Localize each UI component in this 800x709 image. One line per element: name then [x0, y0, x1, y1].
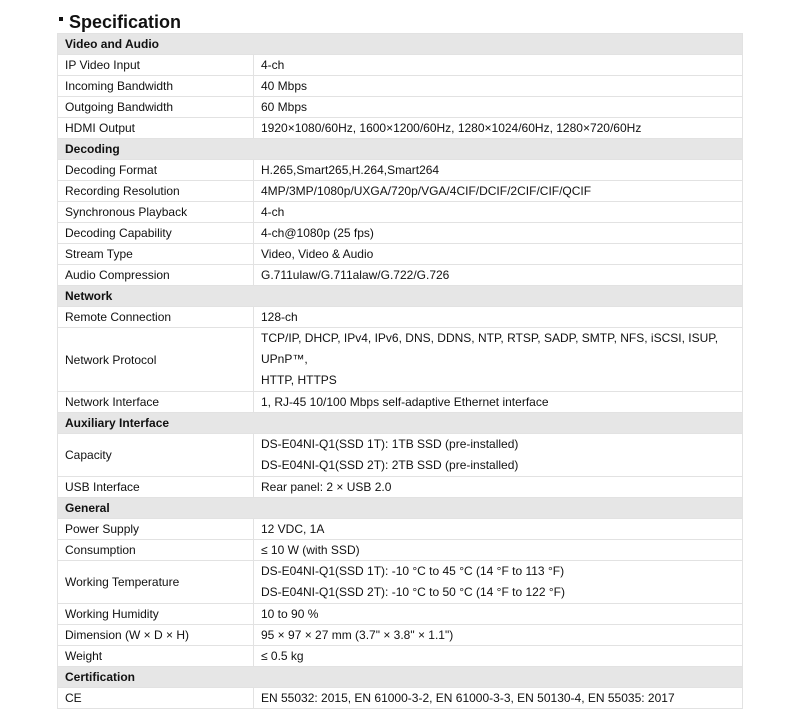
spec-label: Decoding Capability: [58, 223, 254, 244]
spec-value: [254, 392, 743, 413]
spec-value-line: G.711ulaw/G.711alaw/G.722/G.726: [261, 268, 450, 282]
section-title: Decoding: [58, 139, 743, 160]
spec-value-line: 1, RJ-45 10/100 Mbps self-adaptive Ethernet interface: [261, 395, 549, 409]
spec-value-line: ≤ 0.5 kg: [261, 649, 304, 663]
spec-label: Network Interface: [58, 392, 254, 413]
spec-label: Stream Type: [58, 244, 254, 265]
spec-value-line: 1920×1080/60Hz, 1600×1200/60Hz, 1280×1024/60Hz, 1280×720/60Hz: [261, 121, 642, 135]
spec-value-line: 60 Mbps: [261, 100, 308, 114]
spec-label: CE: [58, 688, 254, 709]
spec-value: [254, 519, 743, 540]
section-header: [58, 139, 743, 160]
spec-value-line: ≤ 10 W (with SSD): [261, 543, 360, 557]
table-row: [58, 477, 743, 498]
spec-value: [254, 625, 743, 646]
spec-value: [254, 55, 743, 76]
spec-value: [254, 160, 743, 181]
section-title: Certification: [58, 667, 743, 688]
section-header: [58, 667, 743, 688]
section-header: [58, 498, 743, 519]
table-row: [58, 540, 743, 561]
spec-value: [254, 561, 743, 604]
spec-value: [254, 477, 743, 498]
spec-value-line: 4-ch: [261, 205, 285, 219]
spec-label: Incoming Bandwidth: [58, 76, 254, 97]
section-title: Auxiliary Interface: [58, 413, 743, 434]
table-row: [58, 265, 743, 286]
table-row: [58, 434, 743, 477]
spec-label: Working Temperature: [58, 561, 254, 604]
spec-label: USB Interface: [58, 477, 254, 498]
table-row: [58, 118, 743, 139]
spec-label: Working Humidity: [58, 604, 254, 625]
spec-value-line: H.265,Smart265,H.264,Smart264: [261, 163, 440, 177]
spec-value-line: DS-E04NI-Q1(SSD 1T): 1TB SSD (pre-installed): [261, 437, 519, 451]
spec-label: IP Video Input: [58, 55, 254, 76]
table-row: [58, 688, 743, 709]
section-title: Video and Audio: [58, 34, 743, 55]
spec-table: [57, 33, 743, 709]
spec-value-line: 4-ch: [261, 58, 285, 72]
section-header: [58, 286, 743, 307]
page-title: [59, 10, 181, 34]
spec-value: [254, 181, 743, 202]
spec-value-line: DS-E04NI-Q1(SSD 2T): 2TB SSD (pre-installed): [261, 458, 519, 472]
spec-value: [254, 604, 743, 625]
table-row: [58, 160, 743, 181]
spec-value-line: EN 55032: 2015, EN 61000-3-2, EN 61000-3-3, EN 50130-4, EN 55035: 2017: [261, 691, 675, 705]
spec-value-line: DS-E04NI-Q1(SSD 1T): -10 °C to 45 °C (14 °F to 113 °F): [261, 564, 565, 578]
bullet-icon: [59, 17, 63, 21]
section-header: [58, 34, 743, 55]
spec-value: [254, 76, 743, 97]
spec-label: Power Supply: [58, 519, 254, 540]
spec-value-line: 4MP/3MP/1080p/UXGA/720p/VGA/4CIF/DCIF/2CIF/CIF/QCIF: [261, 184, 592, 198]
table-row: [58, 328, 743, 392]
table-row: [58, 392, 743, 413]
table-row: [58, 223, 743, 244]
spec-label: Consumption: [58, 540, 254, 561]
spec-value-line: 4-ch@1080p (25 fps): [261, 226, 374, 240]
spec-label: Weight: [58, 646, 254, 667]
table-row: [58, 519, 743, 540]
table-row: [58, 202, 743, 223]
spec-value: [254, 265, 743, 286]
spec-value: [254, 118, 743, 139]
spec-label: Dimension (W × D × H): [58, 625, 254, 646]
spec-value: [254, 244, 743, 265]
table-row: [58, 97, 743, 118]
table-row: [58, 181, 743, 202]
spec-value-line: 95 × 97 × 27 mm (3.7" × 3.8" × 1.1"): [261, 628, 454, 642]
section-title: Network: [58, 286, 743, 307]
spec-value: [254, 434, 743, 477]
spec-value: [254, 540, 743, 561]
spec-label: Capacity: [58, 434, 254, 477]
spec-value-line: TCP/IP, DHCP, IPv4, IPv6, DNS, DDNS, NTP, RTSP, SADP, SMTP, NFS, iSCSI, ISUP, UPnP™,: [261, 331, 719, 366]
spec-value-line: Rear panel: 2 × USB 2.0: [261, 480, 392, 494]
spec-value: [254, 223, 743, 244]
spec-value: [254, 202, 743, 223]
spec-value-line: Video, Video & Audio: [261, 247, 374, 261]
table-row: [58, 76, 743, 97]
spec-label: Synchronous Playback: [58, 202, 254, 223]
spec-value-line: DS-E04NI-Q1(SSD 2T): -10 °C to 50 °C (14 °F to 122 °F): [261, 585, 565, 599]
table-row: [58, 646, 743, 667]
table-row: [58, 604, 743, 625]
spec-value: [254, 328, 743, 392]
spec-value-line: 128-ch: [261, 310, 298, 324]
spec-label: Outgoing Bandwidth: [58, 97, 254, 118]
spec-label: Audio Compression: [58, 265, 254, 286]
table-row: [58, 307, 743, 328]
spec-value-line: HTTP, HTTPS: [261, 373, 337, 387]
spec-value-line: 12 VDC, 1A: [261, 522, 325, 536]
spec-value-line: 10 to 90 %: [261, 607, 319, 621]
table-row: [58, 625, 743, 646]
spec-value: [254, 646, 743, 667]
spec-label: Network Protocol: [58, 328, 254, 392]
title-text: Specification: [69, 12, 182, 32]
spec-value-line: 40 Mbps: [261, 79, 308, 93]
table-row: [58, 55, 743, 76]
spec-label: Decoding Format: [58, 160, 254, 181]
table-row: [58, 244, 743, 265]
spec-label: Recording Resolution: [58, 181, 254, 202]
section-title: General: [58, 498, 743, 519]
table-row: [58, 561, 743, 604]
spec-value: [254, 97, 743, 118]
spec-value: [254, 307, 743, 328]
section-header: [58, 413, 743, 434]
spec-label: Remote Connection: [58, 307, 254, 328]
spec-label: HDMI Output: [58, 118, 254, 139]
spec-value: [254, 688, 743, 709]
